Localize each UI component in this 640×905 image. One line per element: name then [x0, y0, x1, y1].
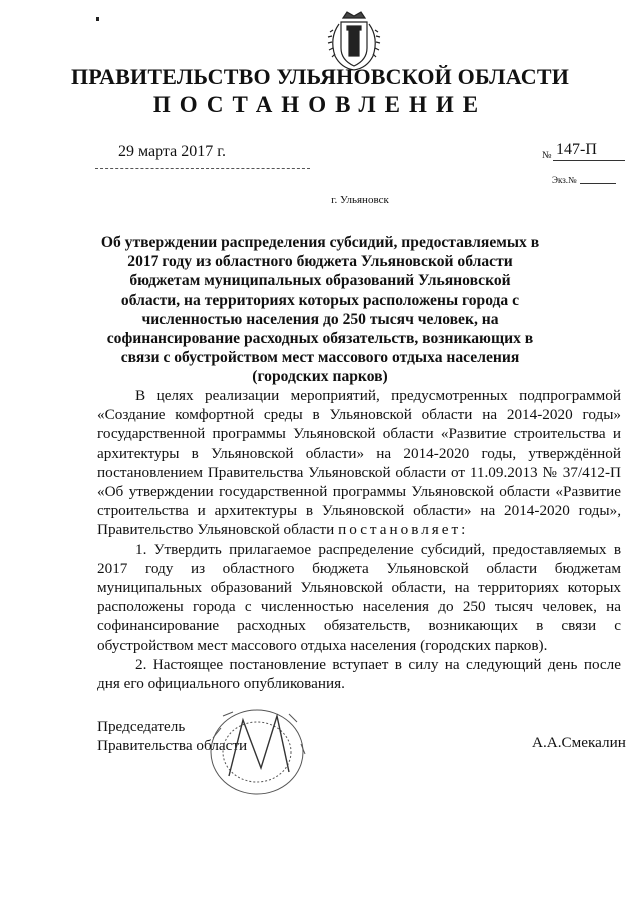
- preamble-paragraph: [97, 386, 621, 540]
- number-underline: [553, 160, 625, 161]
- document-date: 29 марта 2017 г.: [118, 143, 226, 160]
- government-name: ПРАВИТЕЛЬСТВО УЛЬЯНОВСКОЙ ОБЛАСТИ: [70, 64, 570, 89]
- date-underline: [95, 168, 310, 169]
- signer-position-line2: Правительства области: [97, 737, 248, 754]
- copy-number-label: Экз.№: [552, 175, 577, 185]
- scan-mark: [96, 17, 99, 21]
- item-2-paragraph: 2. Настоящее постановление вступает в силу на следующий день после дня его официального опубликования.: [97, 655, 621, 693]
- city: г. Ульяновск: [331, 194, 389, 206]
- preamble-text: В целях реализации мероприятий, предусмотренных подпрограммой «Создание комфортной среды в Ульяновской области на 2014-2020 годы» государственной программы Ульяновской области «Развитие строительства и архитектуры в Ульяновской области» на 2014-2020 годы, утверждённой постановлением Правительства Ульяновской области от 11.09.2013 № 37/412-П «Об утверждении государственной программы Ульяновской области «Развитие строительства и архитектуры в Ульяновской области» на 2014-2020 годы», Правительство Ульяновской области: [97, 387, 621, 539]
- number-label: №: [542, 150, 552, 161]
- item-1-paragraph: 1. Утвердить прилагаемое распределение субсидий, предоставляемых в 2017 году из областного бюджета Ульяновской области бюджетам муниципальных образований Ульяновской области, на территориях которых расположены города с численностью населения до 250 тысяч человек, на софинансирование расходных обязательств, возникающих в связи с обустройством мест массового отдыха населения (городских парков).: [97, 540, 621, 654]
- signer-position-line1: Председатель: [97, 718, 186, 735]
- official-stamp: [203, 698, 311, 800]
- decree-word: постановляет:: [338, 521, 469, 539]
- signer-name: А.А.Смекалин: [532, 734, 626, 751]
- document-number: 147-П: [556, 141, 597, 158]
- document-type: ПОСТАНОВЛЕНИЕ: [152, 92, 488, 117]
- copy-number-underline: [580, 183, 616, 184]
- document-title: Об утверждении распределения субсидий, предоставляемых в 2017 году из областного бюджета Ульяновской области бюджетам муниципальных образований Ульяновской области, на территориях которых расположены города с численностью населения до 250 тысяч человек, на софинансирование расходных обязательств, возникающих в связи с обустройством мест массового отдыха населения (городских парков): [100, 234, 540, 386]
- document-body: [97, 386, 621, 693]
